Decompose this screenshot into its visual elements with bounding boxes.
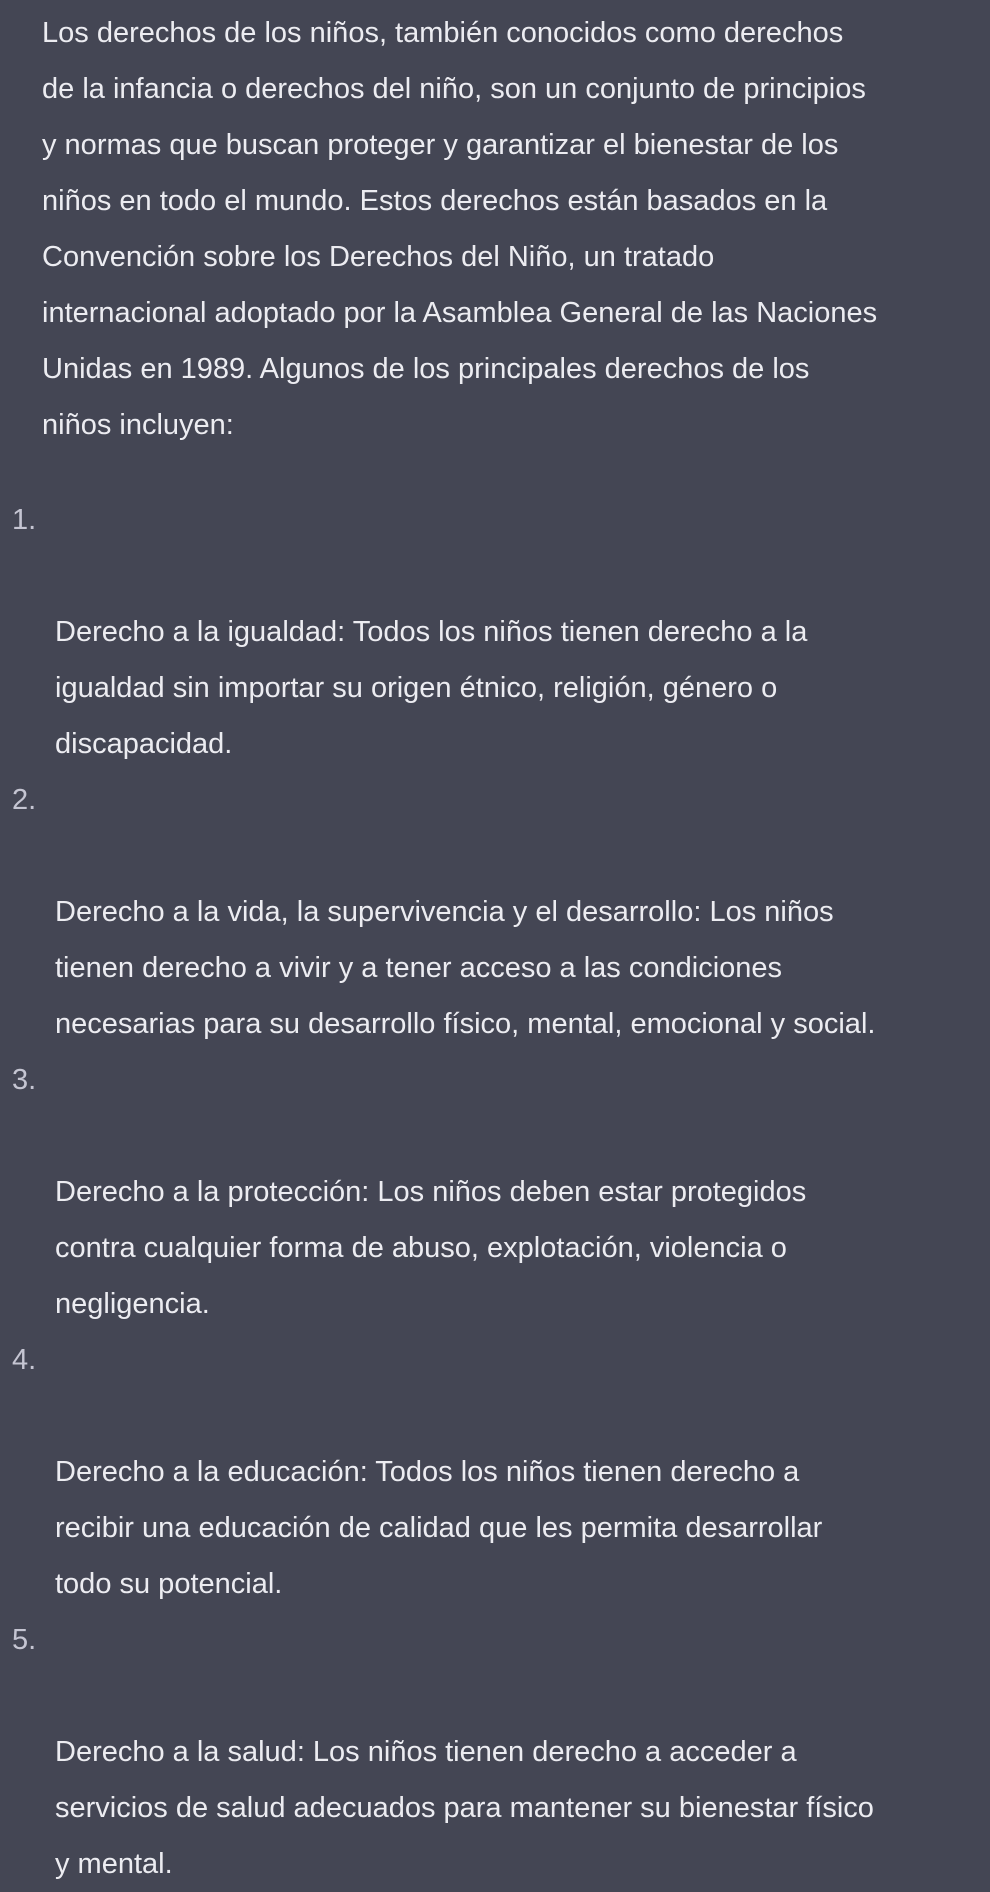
- rights-list: [0, 492, 990, 1892]
- list-item-number: 1.: [12, 504, 37, 536]
- list-item: [0, 492, 935, 772]
- list-item: [0, 772, 935, 1052]
- list-item-text: Derecho a la educación: Todos los niños tienen derecho a recibir una educación de calidad que les permita desarrollar todo su potencial.: [55, 1456, 823, 1600]
- list-item-text: Derecho a la vida, la supervivencia y el desarrollo: Los niños tienen derecho a vivir y a tener acceso a las condiciones necesarias para su desarrollo físico, mental, emocional y social.: [55, 896, 876, 1040]
- list-item: [0, 1052, 935, 1332]
- list-item: [0, 1332, 935, 1612]
- list-item-number: 3.: [12, 1064, 37, 1096]
- list-item-text: Derecho a la protección: Los niños deben estar protegidos contra cualquier forma de abuso, explotación, violencia o negligencia.: [55, 1176, 807, 1320]
- list-item: [0, 1612, 935, 1892]
- list-item-number: 5.: [12, 1624, 37, 1656]
- intro-paragraph: Los derechos de los niños, también conocidos como derechos de la infancia o derechos del niño, son un conjunto de principios y normas que buscan proteger y garantizar el bienestar de los niños en todo el mundo. Estos derechos están basados en la Convención sobre los Derechos del Niño, un tratado internacional adoptado por la Asamblea General de las Naciones Unidas en 1989. Algunos de los principales derechos de los niños incluyen:: [42, 17, 878, 441]
- list-item-number: 2.: [12, 784, 37, 816]
- list-item-text: Derecho a la igualdad: Todos los niños tienen derecho a la igualdad sin importar su origen étnico, religión, género o discapacidad.: [55, 616, 808, 760]
- list-item-text: Derecho a la salud: Los niños tienen derecho a acceder a servicios de salud adecuados para mantener su bienestar físico y mental.: [55, 1736, 874, 1880]
- list-item-number: 4.: [12, 1344, 37, 1376]
